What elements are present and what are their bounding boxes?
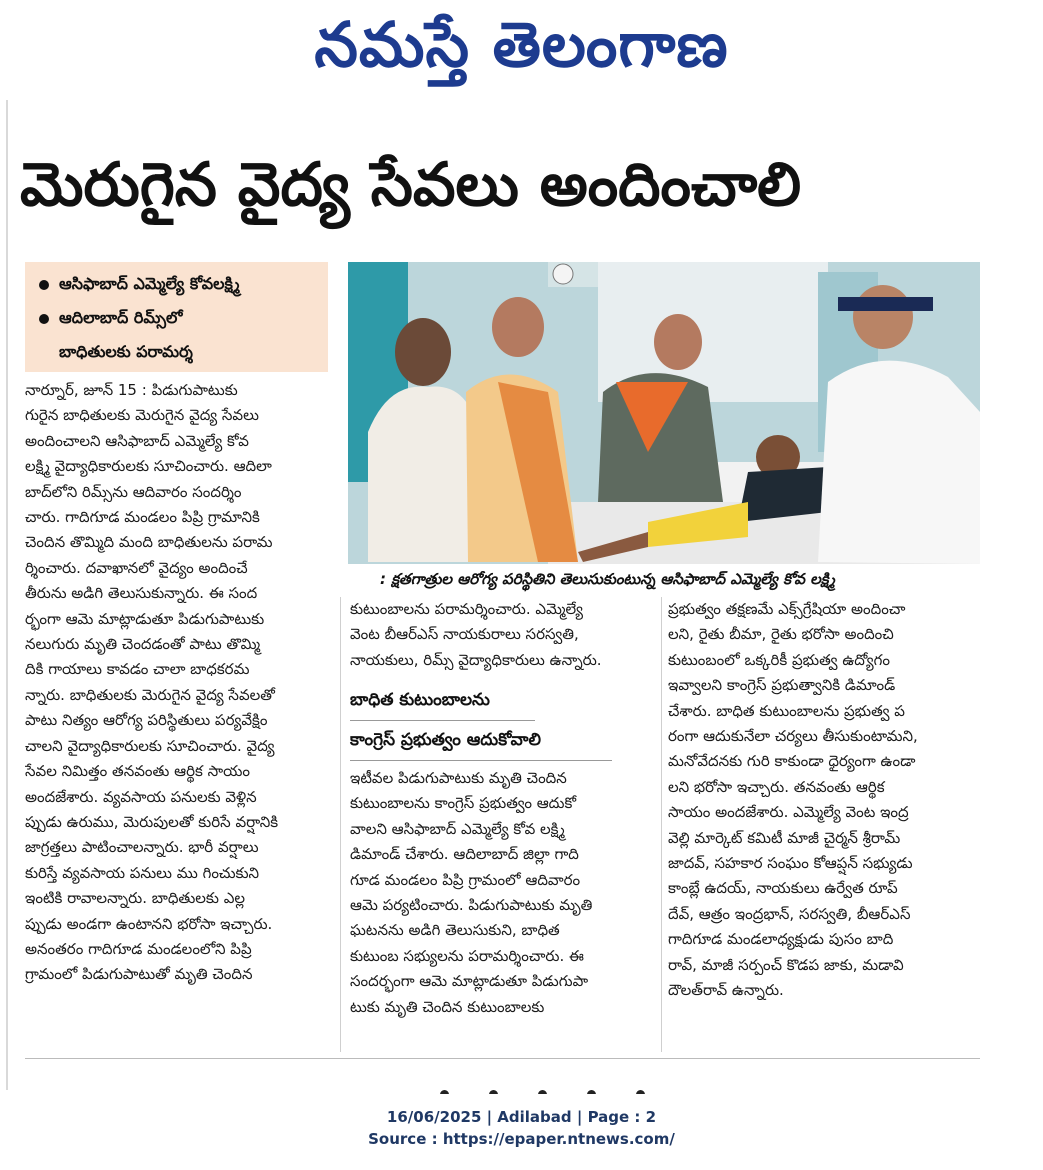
text-line: కుటుంబాలను పరామర్శించారు. ఎమ్మెల్యే [350, 600, 583, 618]
column-divider [340, 597, 341, 1052]
text-line: బాద్‌లోని రిమ్స్‌ను ఆదివారం సందర్శిం [25, 482, 242, 501]
subheading-rule [350, 720, 535, 721]
text-line: గ్రామంలో పిడుగుపాటుతో మృతి చెందిన [25, 965, 253, 984]
highlights-box [25, 262, 328, 372]
text-line: పాటు నిత్యం ఆరోగ్య పరిస్థితులు పర్యవేక్షిం [25, 711, 268, 730]
text-line: ర్భంగా ఆమె మాట్లాడుతూ పిడుగుపాటుకు [25, 609, 265, 628]
article-column-2-bottom [350, 766, 655, 1020]
text-line: ఘటనను అడిగి తెలుసుకుని, బాధిత [350, 921, 560, 940]
text-line: కురిస్తే వ్యవసాయ పనులు ము గించుకుని [25, 863, 260, 882]
text-line: వెంట బీఆర్‌ఎస్ నాయకురాలు సరస్వతి, [350, 625, 579, 644]
text-line: ఆమె పర్యటించారు. పిడుగుపాటుకు మృతి [350, 896, 593, 915]
footer-source-link[interactable]: Source : https://epaper.ntnews.com/ [368, 1130, 675, 1148]
footer-edition-info: 16/06/2025 | Adilabad | Page : 2 [386, 1108, 657, 1126]
headline [20, 140, 980, 230]
text-line: దేవ్, ఆత్రం ఇంద్రభాన్, సరస్వతి, బీఆర్ఎస్ [668, 904, 911, 923]
masthead [0, 2, 1043, 88]
page-edge-line [6, 100, 8, 1090]
text-line: తీరును అడిగి తెలుసుకున్నారు. ఈ సంద [25, 584, 258, 603]
subheading-rule [350, 760, 612, 761]
text-line: చేశారు. బాధిత కుటుంబాలను ప్రభుత్వ ప [668, 701, 905, 720]
headline-text: మెరుగైన వైద్య సేవలు అందించాలి [20, 150, 802, 220]
text-line: ప్పుడు ఉరుము, మెరుపులతో కురిసే వర్షానికి [25, 812, 279, 831]
text-line: లక్ష్మి వైద్యాధికారులకు సూచించారు. ఆదిలా [25, 457, 272, 476]
text-line: కుటుంబ సభ్యులను పరామర్శించారు. ఈ [350, 946, 584, 965]
text-line: నార్నూర్, జూన్ 15 : పిడుగుపాటుకు [25, 381, 238, 399]
text-line: అందజేశారు. వ్యవసాయ పనులకు వెళ్లిన [25, 787, 257, 806]
text-line: వాలని ఆసిఫాబాద్ ఎమ్మెల్యే కోవ లక్ష్మి [350, 819, 565, 838]
text-line: ప్రభుత్వం తక్షణమే ఎక్స్‌గ్రేషియా అందించా [668, 600, 906, 618]
article-column-3 [668, 597, 980, 1004]
text-line: గూడ మండలం పిప్రి గ్రామంలో ఆదివారం [350, 870, 581, 889]
news-photo [348, 262, 980, 564]
column-divider [661, 597, 662, 1052]
subheading-line-2: కాంగ్రెస్ ప్రభుత్వం ఆదుకోవాలి [350, 730, 541, 750]
text-line: సందర్భంగా ఆమె మాట్లాడుతూ పిడుగుపా [350, 972, 589, 991]
bullet-icon [39, 280, 49, 290]
text-line: లని, రైతు బీమా, రైతు భరోసా అందించి [668, 625, 894, 644]
text-line: డిమాండ్ చేశారు. ఆదిలాబాద్ జిల్లా గాది [350, 845, 579, 864]
text-line: చెందిన తొమ్మిది మంది బాధితులను పరామ [25, 533, 273, 552]
highlight-item: ఆదిలాబాద్ రిమ్స్‌లో [39, 308, 183, 331]
text-line: గురైన బాధితులకు మెరుగైన వైద్య సేవలు [25, 406, 259, 425]
text-line: దౌలత్‌రావ్ ఉన్నారు. [668, 981, 784, 1000]
text-line: గాదిగూడ మండలాధ్యక్షుడు పుసం బాది [668, 930, 894, 949]
text-line: అనంతరం గాదిగూడ మండలంలోని పిప్రి [25, 939, 252, 958]
bullet-icon [39, 314, 49, 324]
text-line: నలుగురు మృతి చెందడంతో పాటు తొమ్మి [25, 635, 261, 654]
bottom-rule [25, 1058, 980, 1059]
text-line: దికి గాయాలు కావడం చాలా బాధకరమ [25, 660, 250, 679]
text-line: జాదవ్, సహకార సంఘం కోఆప్షన్ సభ్యుడు [668, 854, 913, 873]
text-line: సాయం అందజేశారు. ఎమ్మెల్యే వెంట ఇంద్ర [668, 803, 909, 822]
highlight-item: ఆసిఫాబాద్ ఎమ్మెల్యే కోవలక్ష్మి [39, 274, 240, 297]
text-line: చారు. గాదిగూడ మండలం పిప్రి గ్రామానికి [25, 508, 260, 527]
text-line: ఇటీవల పిడుగుపాటుకు మృతి చెందిన [350, 769, 567, 787]
text-line: కుటుంబాలను కాంగ్రెస్ ప్రభుత్వం ఆదుకో [350, 794, 577, 813]
highlight-item: బాధితులకు పరామర్శ [59, 342, 193, 361]
text-line: వెల్లి మార్కెట్ కమిటీ మాజీ చైర్మన్ శ్రీరామ్ [668, 828, 901, 847]
text-line: మనోవేదనకు గురి కాకుండా ధైర్యంగా ఉండా [668, 752, 916, 771]
subheading-line-1: బాధిత కుటుంబాలను [350, 690, 490, 710]
text-line: నాయకులు, రిమ్స్ వైద్యాధికారులు ఉన్నారు. [350, 650, 602, 669]
text-line: కుటుంబంలో ఒక్కరికీ ప్రభుత్వ ఉద్యోగం [668, 650, 890, 669]
text-line: ఇవ్వాలని కాంగ్రెస్ ప్రభుత్వానికి డిమాండ్ [668, 676, 896, 695]
text-line: జాగ్రత్తలు పాటించాలన్నారు. భారీ వర్షాలు [25, 838, 259, 857]
text-line: న్నారు. బాధితులకు మెరుగైన వైద్య సేవలతో [25, 685, 275, 704]
photo-caption: : క్షతగాత్రుల ఆరోగ్య పరిస్థితిని తెలుసుకుంటున్న ఆసిఫాబాద్ ఎమ్మెల్యే కోవ లక్ష్మి [380, 570, 835, 588]
article-column-1 [25, 378, 330, 988]
text-line: ఇంటికి రావాలన్నారు. బాధితులకు ఎల్ల [25, 889, 246, 908]
article-column-2-top [350, 597, 655, 673]
text-line: లని భరోసా ఇచ్చారు. తనవంతు ఆర్థిక [668, 777, 885, 796]
masthead-title: నమస్తే తెలంగాణ [314, 8, 729, 81]
text-line: అందించాలని ఆసిఫాబాద్ ఎమ్మెల్యే కోవ [25, 431, 249, 450]
text-line: ర్శించారు. దవాఖానలో వైద్యం అందించే [25, 558, 248, 577]
text-line: చాలని వైద్యాధికారులకు సూచించారు. వైద్య [25, 736, 275, 755]
hospital-photo-illustration [348, 262, 980, 564]
cropped-text-fragment [440, 1084, 690, 1094]
text-line: సేవల నిమిత్తం తనవంతు ఆర్థిక సాయం [25, 762, 250, 781]
text-line: టుకు మృతి చెందిన కుటుంబాలకు [350, 997, 545, 1016]
text-line: రంగా ఆదుకునేలా చర్యలు తీసుకుంటామని, [668, 727, 918, 746]
text-line: ప్పుడు అండగా ఉంటానని భరోసా ఇచ్చారు. [25, 914, 273, 933]
text-line: రావ్, మాజీ సర్పంచ్ కొడప జాకు, మడావి [668, 955, 904, 974]
text-line: కాంబ్లే ఉదయ్, నాయకులు ఉర్వేత రూప్ [668, 879, 898, 898]
